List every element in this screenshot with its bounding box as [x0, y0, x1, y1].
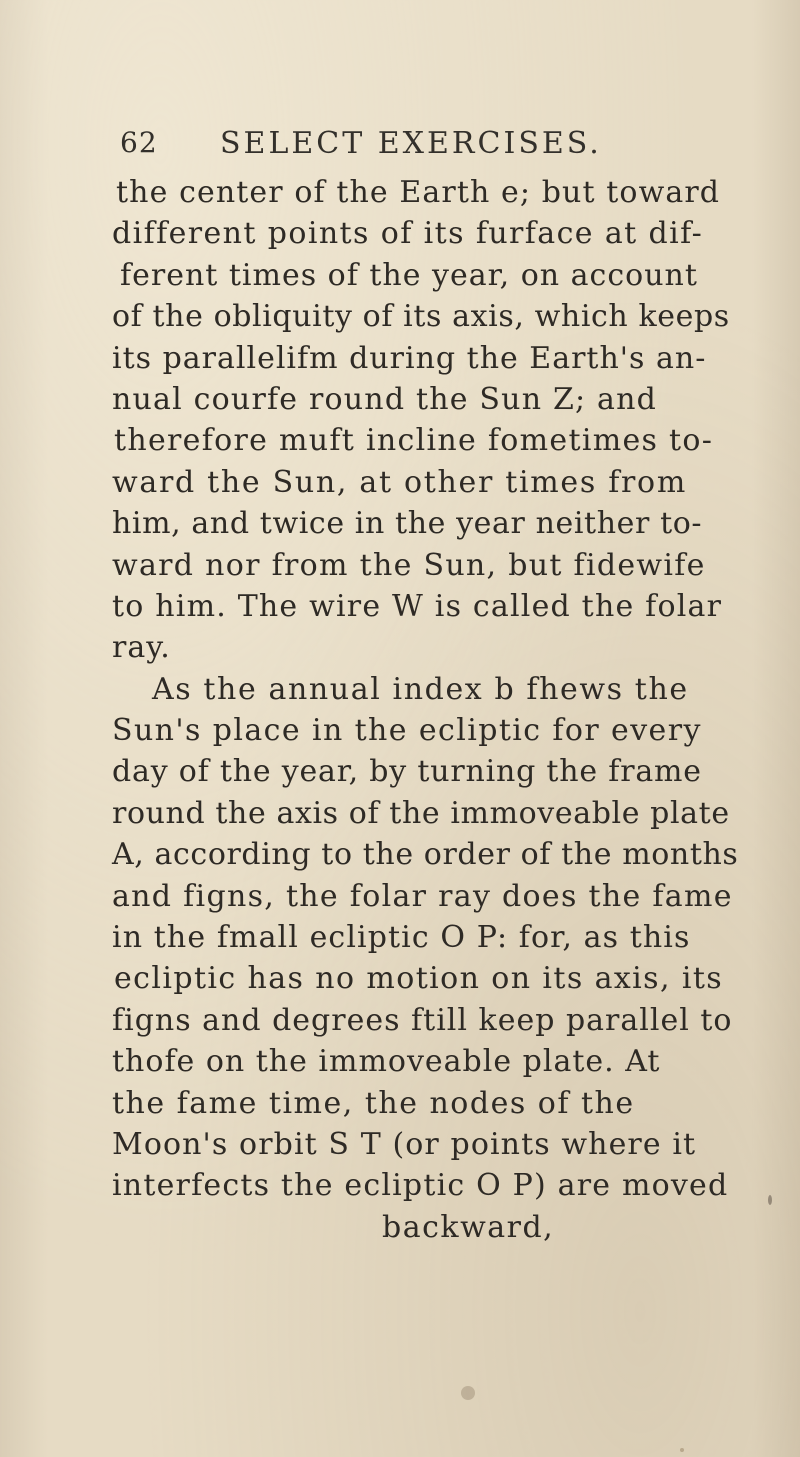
text-line: ward nor from the Sun, but fidewife	[112, 547, 706, 583]
text-line: Sun's place in the ecliptic for every	[112, 713, 702, 749]
text-line: interfects the ecliptic O P) are moved	[112, 1168, 729, 1204]
text-line: and figns, the folar ray does the fame	[112, 878, 733, 914]
text-line: nual courfe round the Sun Z; and	[112, 381, 658, 417]
text-line: figns and degrees ftill keep parallel to	[112, 1002, 733, 1038]
text-line: therefore muft incline fometimes to-	[114, 423, 714, 459]
text-line: ward the Sun, at other times from	[112, 464, 687, 500]
text-line: Moon's orbit S T (or points where it	[112, 1126, 697, 1162]
paper-stain	[680, 1448, 684, 1452]
paper-stain	[461, 1386, 475, 1400]
paragraph-start-line: As the annual index b fhews the	[152, 671, 689, 707]
page-number: 62	[120, 126, 158, 159]
paper-stain	[768, 1195, 772, 1205]
text-line: him, and twice in the year neither to-	[112, 506, 703, 542]
text-line: different points of its furface at dif-	[112, 216, 704, 252]
body-text	[112, 172, 800, 1248]
catchword-line: backward,	[382, 1209, 555, 1245]
text-line: its parallelifm during the Earth's an-	[112, 340, 707, 376]
text-line: ecliptic has no motion on its axis, its	[114, 961, 724, 997]
text-line: of the obliquity of its axis, which keeps	[112, 299, 730, 335]
text-line: A, according to the order of the months	[112, 837, 739, 873]
running-head	[120, 126, 720, 176]
running-title: SELECT EXERCISES.	[220, 126, 602, 161]
text-line: day of the year, by turning the frame	[112, 754, 702, 790]
text-line: to him. The wire W is called the folar	[112, 588, 723, 624]
text-line: thofe on the immoveable plate. At	[112, 1044, 661, 1080]
text-line: in the fmall ecliptic O P: for, as this	[112, 920, 691, 956]
text-line: round the axis of the immoveable plate	[112, 795, 730, 831]
text-line: ferent times of the year, on account	[120, 257, 698, 293]
text-line: the center of the Earth e; but toward	[116, 175, 721, 210]
text-line: ray.	[112, 630, 171, 666]
text-line: the fame time, the nodes of the	[112, 1085, 635, 1121]
